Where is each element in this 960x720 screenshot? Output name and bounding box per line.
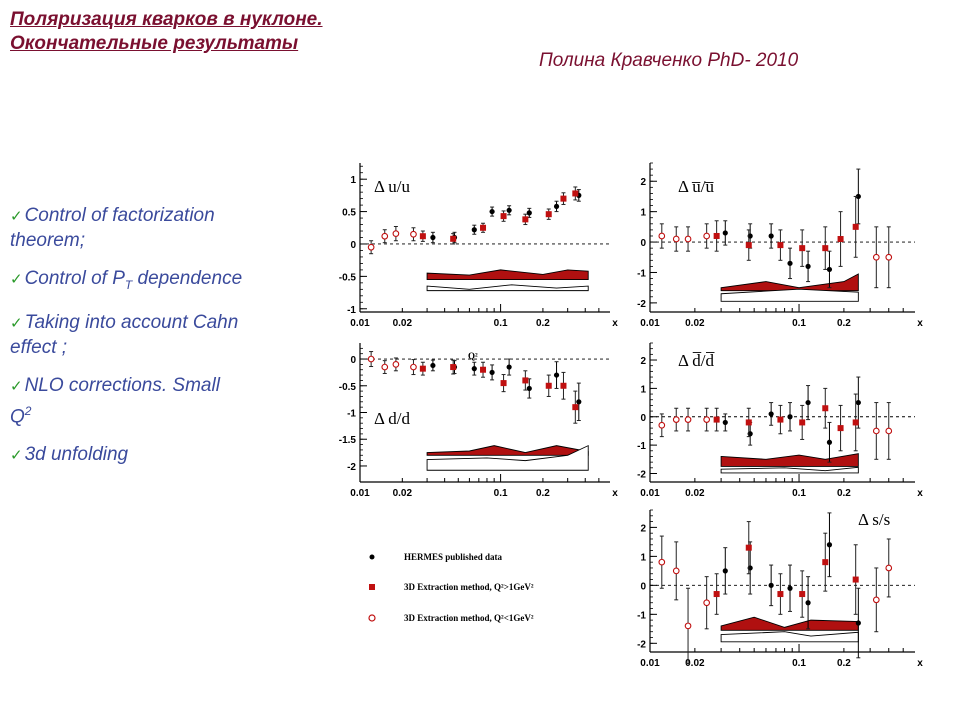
y-tick-label: 0.5 <box>342 207 356 219</box>
data-point-q2-lt-1 <box>704 600 710 606</box>
data-point-q2-lt-1 <box>411 231 417 237</box>
data-point-q2-gt-1 <box>480 225 486 231</box>
x-tick-label: 0.1 <box>792 318 806 329</box>
data-point-q2-gt-1 <box>560 383 566 389</box>
x-tick-label: 0.01 <box>350 488 370 499</box>
data-point-hermes <box>723 230 728 235</box>
panel-3 <box>339 343 618 499</box>
data-point-q2-lt-1 <box>368 244 374 250</box>
data-point-q2-gt-1 <box>546 383 552 389</box>
data-point-q2-lt-1 <box>685 417 691 423</box>
y-tick-label: 2 <box>640 356 646 368</box>
data-point-q2-gt-1 <box>714 233 720 239</box>
data-point-hermes <box>805 400 810 405</box>
bullet-text: Control of factorization theorem; <box>10 205 215 251</box>
y-tick-label: 0 <box>640 412 646 424</box>
data-point-q2-lt-1 <box>673 417 679 423</box>
data-point-hermes <box>787 414 792 419</box>
panel-2 <box>637 163 923 329</box>
data-point-q2-lt-1 <box>886 428 892 434</box>
data-point-hermes <box>787 586 792 591</box>
data-point-q2-gt-1 <box>853 577 859 583</box>
data-point-q2-gt-1 <box>420 233 426 239</box>
data-point-hermes <box>805 264 810 269</box>
data-point-hermes <box>856 620 861 625</box>
data-point-q2-gt-1 <box>546 211 552 217</box>
systematic-band-white <box>721 632 858 642</box>
y-tick-label: 1 <box>640 207 646 219</box>
y-tick-label: 2 <box>640 177 646 189</box>
x-tick-label: 0.02 <box>685 318 705 329</box>
data-point-q2-gt-1 <box>714 591 720 597</box>
data-point-hermes <box>856 400 861 405</box>
bullet-tail: dependence <box>132 268 243 289</box>
data-point-q2-gt-1 <box>501 213 507 219</box>
data-point-hermes <box>576 399 581 404</box>
panel-1 <box>339 163 618 329</box>
data-point-hermes <box>554 372 559 377</box>
y-tick-label: 2 <box>640 523 646 535</box>
data-point-q2-gt-1 <box>799 591 805 597</box>
x-tick-label: 0.02 <box>392 488 413 499</box>
systematic-band-white <box>721 467 858 473</box>
data-point-q2-lt-1 <box>685 236 691 242</box>
x-tick-label: 0.1 <box>493 488 508 499</box>
data-point-hermes <box>472 366 477 371</box>
data-point-q2-lt-1 <box>874 254 880 260</box>
bullet-text: Control of P <box>24 268 125 289</box>
x-tick-label: 0.01 <box>640 318 660 329</box>
data-point-q2-lt-1 <box>411 364 417 370</box>
data-point-q2-gt-1 <box>746 242 752 248</box>
legend <box>369 552 534 623</box>
data-point-q2-gt-1 <box>799 245 805 251</box>
data-point-hermes <box>472 227 477 232</box>
x-tick-label: 0.2 <box>836 658 851 669</box>
data-point-hermes <box>507 364 512 369</box>
y-tick-label: 1 <box>640 384 646 396</box>
systematic-band-red <box>721 617 858 630</box>
title-line-2: Окончательные результаты <box>10 33 299 54</box>
panel-title: Δ d̅/d̅ <box>678 351 714 370</box>
x-tick-label: 0.02 <box>392 318 413 329</box>
data-point-q2-gt-1 <box>572 190 578 196</box>
data-point-q2-lt-1 <box>659 559 665 565</box>
x-tick-label: 0.1 <box>493 318 508 329</box>
x-tick-label: 0.01 <box>640 488 660 499</box>
bullet-subscript: T <box>124 277 133 292</box>
data-point-hermes <box>787 261 792 266</box>
legend-marker-open-circle <box>369 615 375 621</box>
data-point-q2-gt-1 <box>822 405 828 411</box>
check-icon: ✓ <box>10 314 23 332</box>
x-axis-label: x <box>917 318 923 329</box>
legend-label-hermes: HERMES published data <box>404 552 503 562</box>
check-icon: ✓ <box>10 208 23 225</box>
y-tick-label: -0.5 <box>338 381 356 393</box>
data-point-q2-gt-1 <box>822 559 828 565</box>
data-point-q2-lt-1 <box>886 565 892 571</box>
data-point-hermes <box>430 235 435 240</box>
data-point-q2-gt-1 <box>777 417 783 423</box>
data-point-q2-lt-1 <box>704 417 710 423</box>
data-point-q2-lt-1 <box>704 233 710 239</box>
data-point-hermes <box>723 568 728 573</box>
y-tick-label: 0 <box>640 581 646 593</box>
legend-marker-filled-square <box>369 584 375 590</box>
x-tick-label: 0.2 <box>836 488 851 499</box>
x-tick-label: 0.2 <box>535 318 550 329</box>
data-point-hermes <box>489 370 494 375</box>
y-tick-label: -2 <box>347 461 356 473</box>
y-tick-label: 0 <box>350 355 356 367</box>
legend-label-q2-lt-1: 3D Extraction method, Q²<1GeV² <box>404 613 534 623</box>
panel-title: Δ s/s <box>858 510 891 529</box>
y-tick-label: 0 <box>640 238 646 250</box>
y-tick-label: -2 <box>637 298 646 310</box>
data-point-q2-lt-1 <box>368 356 374 362</box>
panel-title: Δ u/u <box>374 177 410 196</box>
data-point-q2-lt-1 <box>886 254 892 260</box>
data-point-q2-gt-1 <box>714 417 720 423</box>
x-tick-label: 0.01 <box>640 658 660 669</box>
check-icon: ✓ <box>10 447 23 465</box>
data-point-q2-lt-1 <box>659 422 665 428</box>
bullet-text: NLO corrections. Small Q <box>10 374 220 428</box>
panel-title: Δ d/d <box>374 409 410 428</box>
data-point-q2-gt-1 <box>853 224 859 230</box>
y-tick-label: -1.5 <box>338 435 356 447</box>
data-point-hermes <box>507 208 512 213</box>
systematic-band-red <box>427 446 588 456</box>
data-point-q2-lt-1 <box>673 568 679 574</box>
data-point-hermes <box>527 386 532 391</box>
data-point-q2-gt-1 <box>746 545 752 551</box>
data-point-hermes <box>554 204 559 209</box>
check-icon: ✓ <box>10 377 23 395</box>
y-tick-label: 1 <box>350 175 356 187</box>
legend-label-q2-gt-1: 3D Extraction method, Q²>1GeV² <box>404 582 534 592</box>
data-point-q2-gt-1 <box>853 419 859 425</box>
data-point-q2-lt-1 <box>874 597 880 603</box>
y-tick-label: -2 <box>637 639 646 651</box>
data-point-q2-lt-1 <box>382 364 388 370</box>
data-point-hermes <box>723 420 728 425</box>
panel-annotation: Q² <box>468 351 478 361</box>
data-point-q2-lt-1 <box>874 428 880 434</box>
y-tick-label: -1 <box>637 268 646 280</box>
y-tick-label: -1 <box>347 408 356 420</box>
bullet-superscript: 2 <box>24 403 32 418</box>
legend-marker-filled-circle <box>370 555 375 560</box>
x-tick-label: 0.2 <box>535 488 550 499</box>
y-tick-label: -1 <box>347 304 356 316</box>
panel-title: Δ u̅/u̅ <box>678 177 714 196</box>
data-point-hermes <box>769 233 774 238</box>
data-point-q2-gt-1 <box>501 380 507 386</box>
bullet-text: 3d unfolding <box>24 444 129 466</box>
data-point-hermes <box>527 210 532 215</box>
check-icon: ✓ <box>10 271 23 288</box>
data-point-q2-gt-1 <box>522 216 528 222</box>
y-tick-label: 0 <box>350 239 356 251</box>
data-point-hermes <box>827 440 832 445</box>
data-point-q2-gt-1 <box>822 245 828 251</box>
data-point-q2-gt-1 <box>480 367 486 373</box>
plot-panels <box>339 163 923 669</box>
data-point-q2-gt-1 <box>420 366 426 372</box>
data-point-hermes <box>827 542 832 547</box>
data-point-q2-lt-1 <box>382 233 388 239</box>
data-point-q2-gt-1 <box>838 236 844 242</box>
bullet-text: Taking into account Cahn effect ; <box>10 311 239 358</box>
x-axis-label: x <box>612 318 618 329</box>
data-point-q2-gt-1 <box>777 591 783 597</box>
data-point-hermes <box>489 209 494 214</box>
x-tick-label: 0.01 <box>350 318 370 329</box>
data-point-q2-gt-1 <box>777 242 783 248</box>
y-tick-label: -1 <box>637 441 646 453</box>
title-line-1: Поляризация кварков в нуклоне. <box>10 9 323 30</box>
data-point-q2-gt-1 <box>838 425 844 431</box>
data-point-q2-gt-1 <box>450 364 456 370</box>
data-point-q2-lt-1 <box>685 623 691 629</box>
x-tick-label: 0.2 <box>836 318 851 329</box>
systematic-band-red <box>427 270 588 280</box>
data-point-q2-gt-1 <box>572 404 578 410</box>
data-point-q2-lt-1 <box>393 362 399 368</box>
y-tick-label: -1 <box>637 610 646 622</box>
x-tick-label: 0.02 <box>685 488 705 499</box>
data-point-q2-lt-1 <box>659 233 665 239</box>
data-point-hermes <box>430 363 435 368</box>
data-point-q2-gt-1 <box>522 377 528 383</box>
panel-4 <box>637 343 923 499</box>
data-point-q2-gt-1 <box>450 236 456 242</box>
y-tick-label: -2 <box>637 469 646 481</box>
data-point-hermes <box>769 411 774 416</box>
x-tick-label: 0.1 <box>792 658 806 669</box>
data-point-hermes <box>827 267 832 272</box>
data-point-q2-lt-1 <box>673 236 679 242</box>
data-point-q2-gt-1 <box>560 196 566 202</box>
data-point-q2-gt-1 <box>746 419 752 425</box>
x-axis-label: x <box>917 488 923 499</box>
data-point-q2-lt-1 <box>393 231 399 237</box>
x-tick-label: 0.02 <box>685 658 705 669</box>
y-tick-label: -0.5 <box>338 272 356 284</box>
systematic-band-white <box>427 285 588 291</box>
y-tick-label: 1 <box>640 552 646 564</box>
data-point-hermes <box>805 600 810 605</box>
data-point-hermes <box>769 583 774 588</box>
x-axis-label: x <box>917 658 923 669</box>
x-axis-label: x <box>612 488 618 499</box>
x-tick-label: 0.1 <box>792 488 806 499</box>
author-line: Полина Кравченко PhD- 2010 <box>539 50 799 71</box>
panel-5 <box>637 510 923 669</box>
systematic-band-red <box>721 454 858 467</box>
data-point-q2-gt-1 <box>799 419 805 425</box>
